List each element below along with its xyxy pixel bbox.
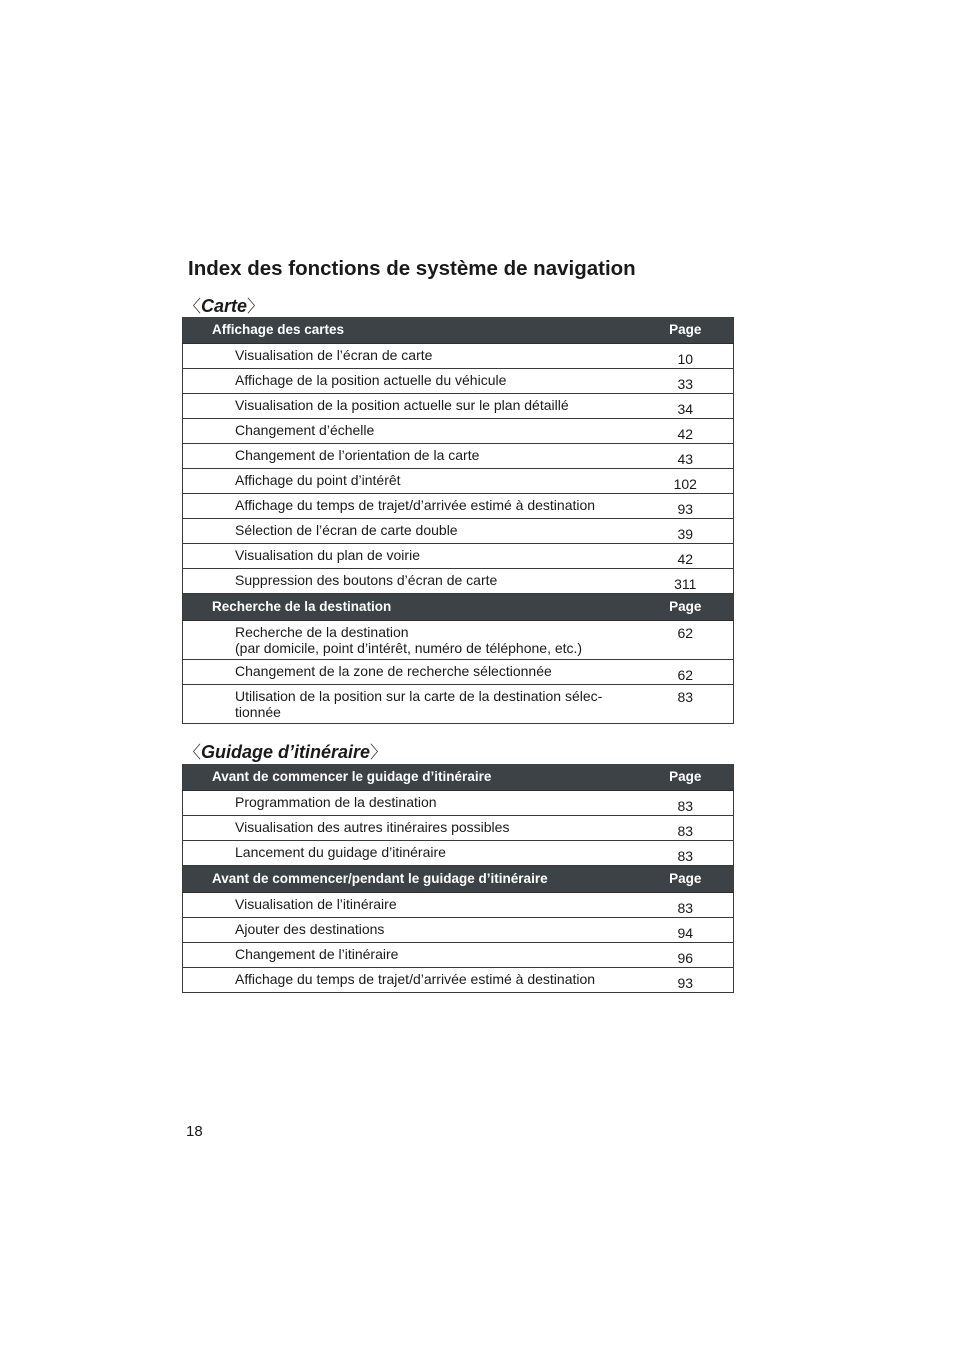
table-header-row: [183, 764, 734, 791]
table-header-row: [183, 594, 734, 621]
item-label-line: (par domicile, point d’intérêt, numéro de téléphone, etc.): [235, 640, 583, 656]
table-row: [183, 494, 734, 519]
item-page: 96: [638, 943, 734, 968]
item-label: Affichage de la position actuelle du véhicule: [183, 369, 638, 394]
carte-index-table: [182, 317, 734, 724]
table-row: [183, 943, 734, 968]
item-label: Ajouter des destinations: [183, 918, 638, 943]
item-label: Visualisation de la position actuelle sur le plan détaillé: [183, 394, 638, 419]
table-row: [183, 419, 734, 444]
table-row: [183, 519, 734, 544]
section-title-text: Guidage d’itinéraire: [201, 742, 371, 762]
table-row: [183, 569, 734, 594]
page-column-header: Page: [638, 594, 734, 621]
item-page: 42: [638, 544, 734, 569]
item-page: 83: [638, 841, 734, 866]
item-page: 93: [638, 494, 734, 519]
table-row: [183, 660, 734, 685]
table-row: [183, 685, 734, 724]
item-label: Changement de l’orientation de la carte: [183, 444, 638, 469]
item-label-line: Utilisation de la position sur la carte de la destination sélec-: [235, 688, 603, 704]
item-label: Sélection de l’écran de carte double: [183, 519, 638, 544]
item-label: Lancement du guidage d’itinéraire: [183, 841, 638, 866]
group-header: Avant de commencer/pendant le guidage d’itinéraire: [183, 866, 638, 893]
item-page: 83: [638, 816, 734, 841]
group-header: Recherche de la destination: [183, 594, 638, 621]
item-label-line: tionnée: [235, 704, 281, 720]
item-page: 311: [638, 569, 734, 594]
table-row: [183, 344, 734, 369]
table-row: [183, 918, 734, 943]
item-page: 42: [638, 419, 734, 444]
table-row: [183, 444, 734, 469]
item-label: Affichage du point d’intérêt: [183, 469, 638, 494]
item-label: Changement de la zone de recherche sélectionnée: [183, 660, 638, 685]
table-row: [183, 893, 734, 918]
item-label: Visualisation de l’écran de carte: [183, 344, 638, 369]
item-label: Affichage du temps de trajet/d’arrivée estimé à destination: [183, 494, 638, 519]
item-label: Changement d’échelle: [183, 419, 638, 444]
page-title: Index des fonctions de système de navigation: [188, 257, 636, 280]
item-page: 10: [638, 344, 734, 369]
item-label: Visualisation du plan de voirie: [183, 544, 638, 569]
item-page: 34: [638, 394, 734, 419]
item-label: Suppression des boutons d’écran de carte: [183, 569, 638, 594]
table-header-row: [183, 317, 734, 344]
item-label: Affichage du temps de trajet/d’arrivée estimé à destination: [183, 968, 638, 993]
page-column-header: Page: [638, 317, 734, 344]
group-header: Avant de commencer le guidage d’itinéraire: [183, 764, 638, 791]
guidage-index-table: [182, 764, 734, 993]
table-row: [183, 394, 734, 419]
item-label-line: Recherche de la destination: [235, 624, 409, 640]
item-page: 83: [638, 685, 734, 724]
item-page: 62: [638, 621, 734, 660]
section-title-guidage: 〈Guidage d’itinéraire〉: [184, 742, 388, 762]
table-row: [183, 369, 734, 394]
item-page: 102: [638, 469, 734, 494]
section-title-text: Carte: [201, 296, 248, 316]
item-page: 83: [638, 893, 734, 918]
item-page: 33: [638, 369, 734, 394]
item-page: 83: [638, 791, 734, 816]
table-row: [183, 816, 734, 841]
section-title-carte: 〈Carte〉: [184, 296, 265, 316]
page-number: 18: [186, 1123, 203, 1140]
table-row: [183, 544, 734, 569]
table-row: [183, 469, 734, 494]
item-page: 43: [638, 444, 734, 469]
item-page: 39: [638, 519, 734, 544]
table-row: [183, 791, 734, 816]
item-label: Changement de l’itinéraire: [183, 943, 638, 968]
group-header: Affichage des cartes: [183, 317, 638, 344]
table-row: [183, 841, 734, 866]
table-row: [183, 621, 734, 660]
item-page: 94: [638, 918, 734, 943]
page-column-header: Page: [638, 866, 734, 893]
table-header-row: [183, 866, 734, 893]
item-label: Visualisation des autres itinéraires possibles: [183, 816, 638, 841]
item-page: 93: [638, 968, 734, 993]
item-label: [183, 621, 638, 660]
table-row: [183, 968, 734, 993]
page-column-header: Page: [638, 764, 734, 791]
item-page: 62: [638, 660, 734, 685]
item-label: [183, 685, 638, 724]
item-label: Visualisation de l’itinéraire: [183, 893, 638, 918]
item-label: Programmation de la destination: [183, 791, 638, 816]
